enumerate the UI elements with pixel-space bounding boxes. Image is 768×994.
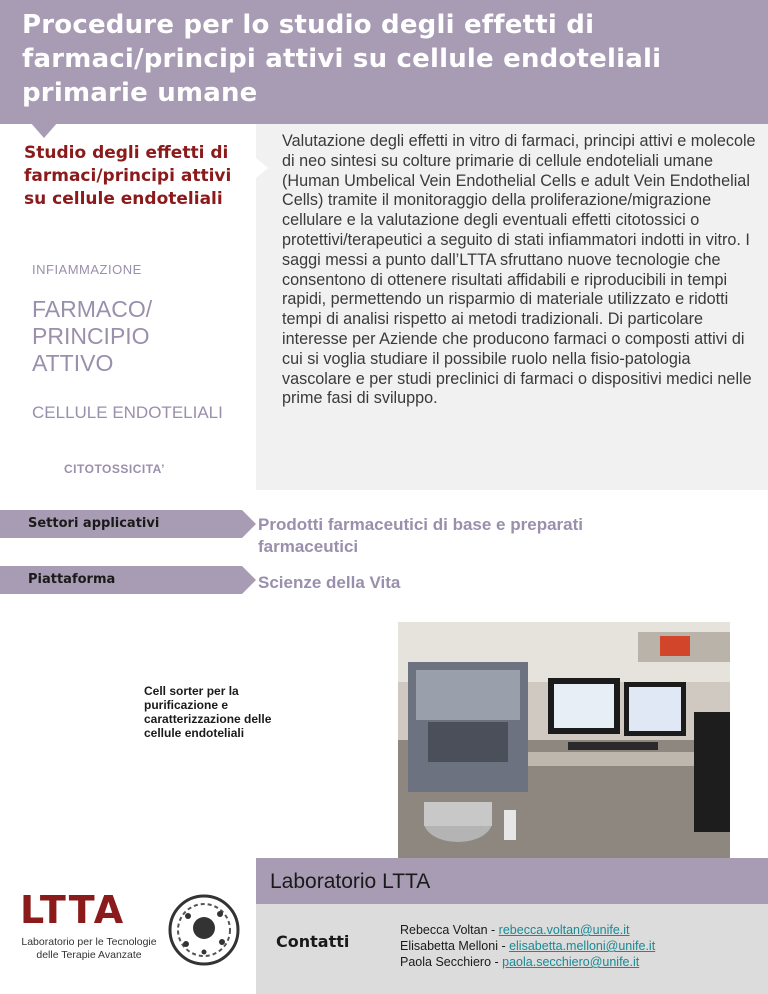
cell-icon [164,890,244,970]
lab-header [256,858,768,904]
contact-name: Rebecca Voltan - [400,923,499,937]
description-box [256,124,768,490]
description-arrow [256,158,268,178]
lab-equipment-illustration [398,622,730,858]
logo-subtitle: Laboratorio per le Tecnologie delle Terapie Avanzate [21,936,157,961]
ltta-logo [14,888,246,978]
cell-sorter-photo [398,622,730,858]
contact-email-link[interactable]: rebecca.voltan@unife.it [498,923,630,937]
sidebar [0,124,256,494]
keyword-citotossicita: CITOTOSSICITA’ [64,462,166,476]
piattaforma-label: Piattaforma [28,572,116,587]
contact-email-link[interactable]: elisabetta.melloni@unife.it [509,939,656,953]
lab-contacts-box [256,858,768,994]
keyword-infiammazione: INFIAMMAZIONE [32,262,142,277]
logo-wordmark: LTTA [20,888,126,932]
page-title: Procedure per lo studio degli effetti di farmaci/principi attivi su cellule endoteliali primarie umane [22,10,662,108]
settori-label-bar [0,510,242,538]
contact-name: Paola Secchiero - [400,955,503,969]
settori-label: Settori applicativi [28,516,160,531]
contatti-label: Contatti [276,932,350,951]
settori-value: Prodotti farmaceutici di base e preparati farmaceutici [258,515,583,556]
description-text: Valutazione degli effetti in vitro di farmaci, principi attivi e molecole di neo sintesi su colture primarie di cellule endoteliali umane (Human Umbelical Vein Endothelial Cells e adult Vein Endothelial Cells) tramite il monitoraggio della proliferazione/migrazione cellulare e la valutazione degli eventuali effetti citotossici o protettivi/terapeutici a seguito di stati infiammatori indotti in vitro. I saggi messi a punto dall’LTTA sfruttano nuove tecnologie che consentono di ottenere risultati affidabili e riproducibili in tempi rapidi, permettendo un risparmio di materiale utilizzato e ridotti tempi di analisi rispetto ai metodi tradizionali. Di particolare interesse per Aziende che producono farmaci o composti attivi di cui si voglia studiare il possibile ruolo nella fisio-patologia vascolare e per studi preclinici di farmaci o dispositivi medici nelle prime fasi di sviluppo. [282,132,756,408]
contact-item [400,922,760,938]
lab-title: Laboratorio LTTA [270,870,431,893]
contact-list [400,922,760,970]
keyword-farmaco: FARMACO/ PRINCIPIO ATTIVO [32,296,153,376]
contact-item [400,938,760,954]
contact-name: Elisabetta Melloni - [400,939,510,953]
piattaforma-label-bar [0,566,242,594]
header-banner [0,0,768,124]
contact-item [400,954,760,970]
photo-caption: Cell sorter per la purificazione e caratterizzazione delle cellule endoteliali [144,684,272,740]
piattaforma-value: Scienze della Vita [258,573,401,592]
contact-email-link[interactable]: paola.secchiero@unife.it [502,955,640,969]
section-subtitle: Studio degli effetti di farmaci/principi attivi su cellule endoteliali [24,143,232,209]
keyword-cellule: CELLULE ENDOTELIALI [32,403,223,422]
